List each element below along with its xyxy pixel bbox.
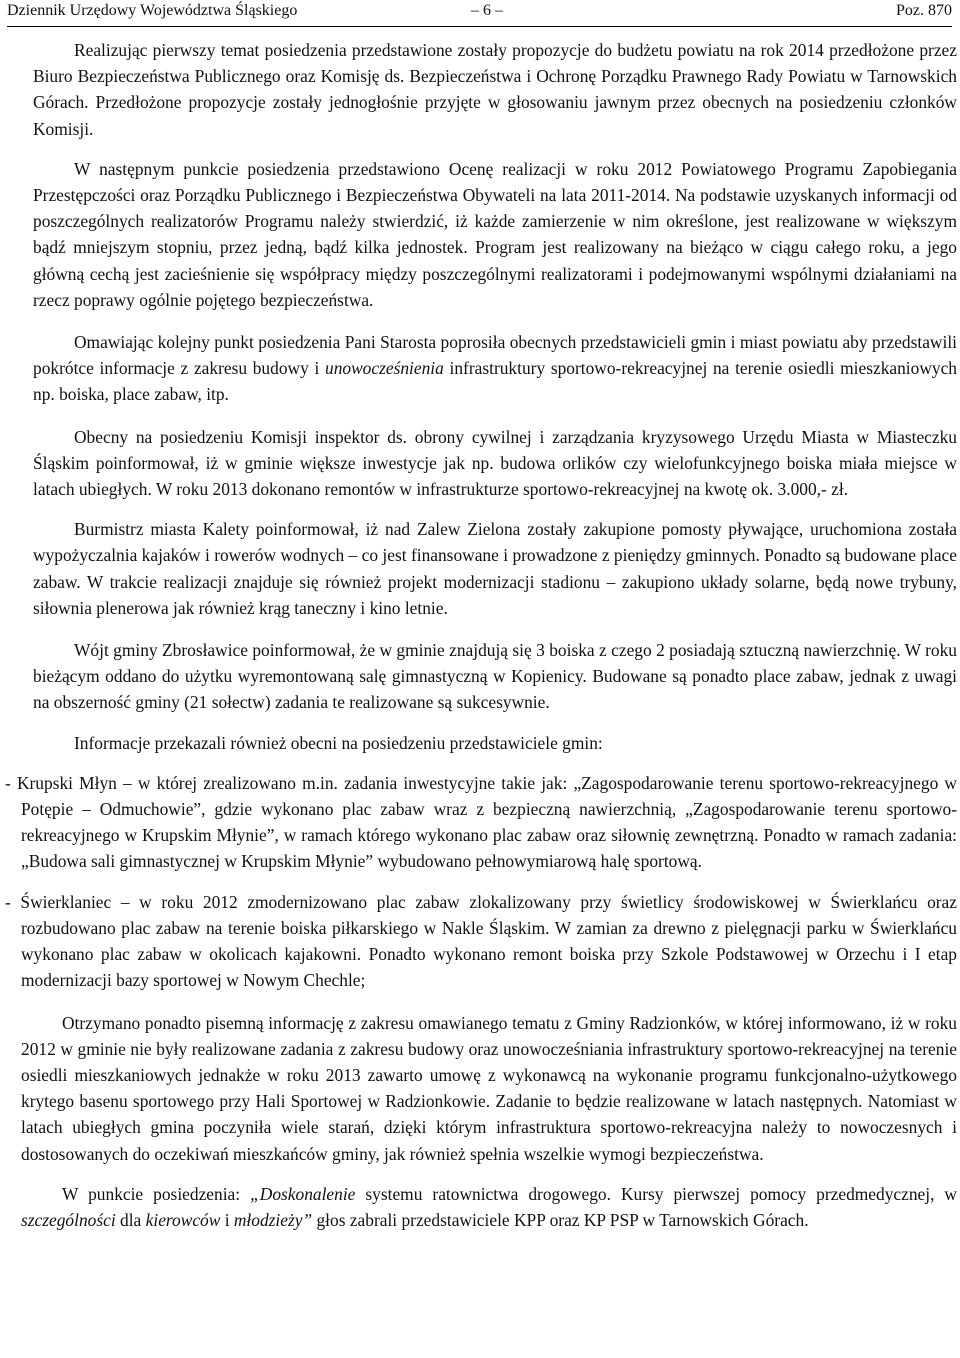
paragraph-program-evaluation: W następnym punkcie posiedzenia przedstawiono Ocenę realizacji w roku 2012 Powiatowego Programu Zapobiegania Przestępczości oraz Porządku Publicznego i Bezpieczeństwa Obywateli na lata 2011-2014. Na podstawie uzyskanych informacji od poszczególnych realizatorów Programu należy stwierdzić, iż każde zamierzenie w nim określone, jest realizowane w większym bądź mniejszym stopniu, przez jedną, bądź kilka jednostek. Program jest realizowany na bieżąco w ciągu całego roku, a jego główną cechą jest zacieśnienie się współpracy między poszczególnymi realizatorami i podejmowanymi wspólnymi działaniami na rzecz poprawy ogólnie pojętego bezpieczeństwa. <box>33 158 957 310</box>
radzionkow-block <box>5 1010 957 1167</box>
rescue-block <box>5 1181 957 1233</box>
paragraph-radzionkow: Otrzymano ponadto pisemną informację z zakresu omawianego tematu z Gminy Radzionków, w której informowano, iż w roku 2012 w gminie nie były realizowane zadania z zakresu budowy oraz unowocześniania infrastruktury sportowo-rekreacyjnej na terenie osiedli mieszkaniowych jednakże w roku 2013 zawarto umowę z wykonawcą na wykonanie programu funkcjonalno-użytkowego krytego basenu sportowego przy Hali Sportowej w Radzionkowie. Zadanie to będzie realizowane w latach następnych. Natomiast w latach ubiegłych gmina poczyniła wiele starań, dzięki którym infrastruktura sportowo-rekreacyjna należy to nowoczesnych i dostosowanych do oczekiwań mieszkańców gminy, jak również spełnia wszelkie wymogi bezpieczeństwa. <box>21 1012 957 1164</box>
rescue-italic-3: kierowców <box>145 1209 221 1230</box>
rescue-italic-4: młodzieży” <box>233 1209 313 1230</box>
page-number: – 6 – <box>471 2 503 19</box>
paragraph-kalety: Burmistrz miasta Kalety poinformował, iż nad Zalew Zielona zostały zakupione pomosty pływające, uruchomiona została wypożyczalnia kajaków i rowerów wodnych – co jest finansowane i prowadzone z pieniędzy gminnych. Ponadto są budowane place zabaw. W trakcie realizacji znajduje się również projekt modernizacji stadionu – zakupiono układy solarne, będą nowe trybuny, siłownia plenerowa jak również krąg taneczny i kino letnie. <box>33 519 957 618</box>
paragraph-starosta-italic: unowocześnienia <box>325 358 444 379</box>
list-item-swierklaniec: - Świerklaniec – w roku 2012 zmodernizowano plac zabaw zlokalizowany przy świetlicy środowiskowej w Świerklańcu oraz rozbudowano plac zabaw na terenie boiska piłkarskiego w Nakle Śląskim. W zamian za drewno z pielęgnacji parku w Świerklańcu wykonano plac zabaw w okolicach kajakowni. Ponadto wykonano remont boiska przy Szkole Podstawowej w Orzechu i I etap modernizacji bazy sportowej w Nowym Chechle; <box>5 891 957 991</box>
paragraph-miasteczko: Obecny na posiedzeniu Komisji inspektor ds. obrony cywilnej i zarządzania kryzysowego Urzędu Miasta w Miasteczku Śląskim poinformował, iż w gminie większe inwestycje jak np. budowa orlików czy wielofunkcyjnego boiska miała miejsce w latach ubiegłych. W roku 2013 dokonano remontów w infrastrukturze sportowo-rekreacyjnej na kwotę ok. 3.000,- zł. <box>33 426 957 500</box>
page-header <box>7 0 952 27</box>
rescue-text-4: i <box>220 1209 234 1230</box>
paragraph-starosta <box>33 329 957 408</box>
document-body <box>5 37 957 1233</box>
paragraph-starosta-part2: infrastruktury sportowo-rekreacyjnej na terenie osiedli mieszkaniowych np. boiska, place zabaw, itp. <box>33 358 957 405</box>
rescue-italic-2: szczególności <box>21 1209 116 1230</box>
paragraph-zbroslawice: Wójt gminy Zbrosławice poinformował, że w gminie znajdują się 3 boiska z czego 2 posiadają sztuczną nawierzchnię. W roku bieżącym oddano do użytku wyremontowaną salę gimnastyczną w Kopienicy. Budowane są ponadto place zabaw, jednak z uwagi na obszerność gminy (21 sołectw) zadania te realizowane są sukcesywnie. <box>33 640 957 713</box>
paragraph-rescue <box>21 1181 957 1233</box>
list-item-krupski-mlyn: - Krupski Młyn – w której zrealizowano m.in. zadania inwestycyjne takie jak: „Zagospodarowanie terenu sportowo-rekreacyjnego w Potępie – Odmuchowie”, gdzie wykonano plac zabaw wraz z bezpieczną nawierzchnią, „Zagospodarowanie terenu sportowo-rekreacyjnego w Krupskim Młynie”, w ramach którego wykonano plac zabaw oraz siłownię zewnętrzną. Ponadto w ramach zadania: „Budowa sali gimnastycznej w Krupskim Młynie” wybudowano pełnowymiarową halę sportową. <box>5 772 957 872</box>
journal-title: Dziennik Urzędowy Województwa Śląskiego <box>7 2 298 19</box>
rescue-text-1: W punkcie posiedzenia: <box>62 1183 251 1204</box>
paragraph-other-gminas: Informacje przekazali również obecni na posiedzeniu przedstawiciele gmin: <box>74 732 603 753</box>
rescue-text-3: dla <box>115 1209 146 1230</box>
position-number: Poz. 870 <box>896 2 952 19</box>
paragraph-budget: Realizując pierwszy temat posiedzenia przedstawione zostały propozycje do budżetu powiatu na rok 2014 przedłożone przez Biuro Bezpieczeństwa Publicznego oraz Komisję ds. Bezpieczeństwa i Ochronę Porządku Prawnego Rady Powiatu w Tarnowskich Górach. Przedłożone propozycje zostały jednogłośnie przyjęte w głosowaniu jawnym przez obecnych na posiedzeniu członków Komisji. <box>33 40 957 139</box>
rescue-text-5: głos zabrali przedstawiciele KPP oraz KP PSP w Tarnowskich Górach. <box>312 1209 809 1230</box>
rescue-italic-1: „Doskonalenie <box>250 1183 356 1204</box>
rescue-text-2: systemu ratownictwa drogowego. Kursy pierwszej pomocy przedmedycznej, w <box>355 1183 957 1204</box>
paragraph-starosta-part1: Omawiając kolejny punkt posiedzenia Pani Starosta poprosiła obecnych przedstawicieli gmin i miast powiatu aby przedstawili pokrótce informacje z zakresu budowy i <box>33 332 957 379</box>
